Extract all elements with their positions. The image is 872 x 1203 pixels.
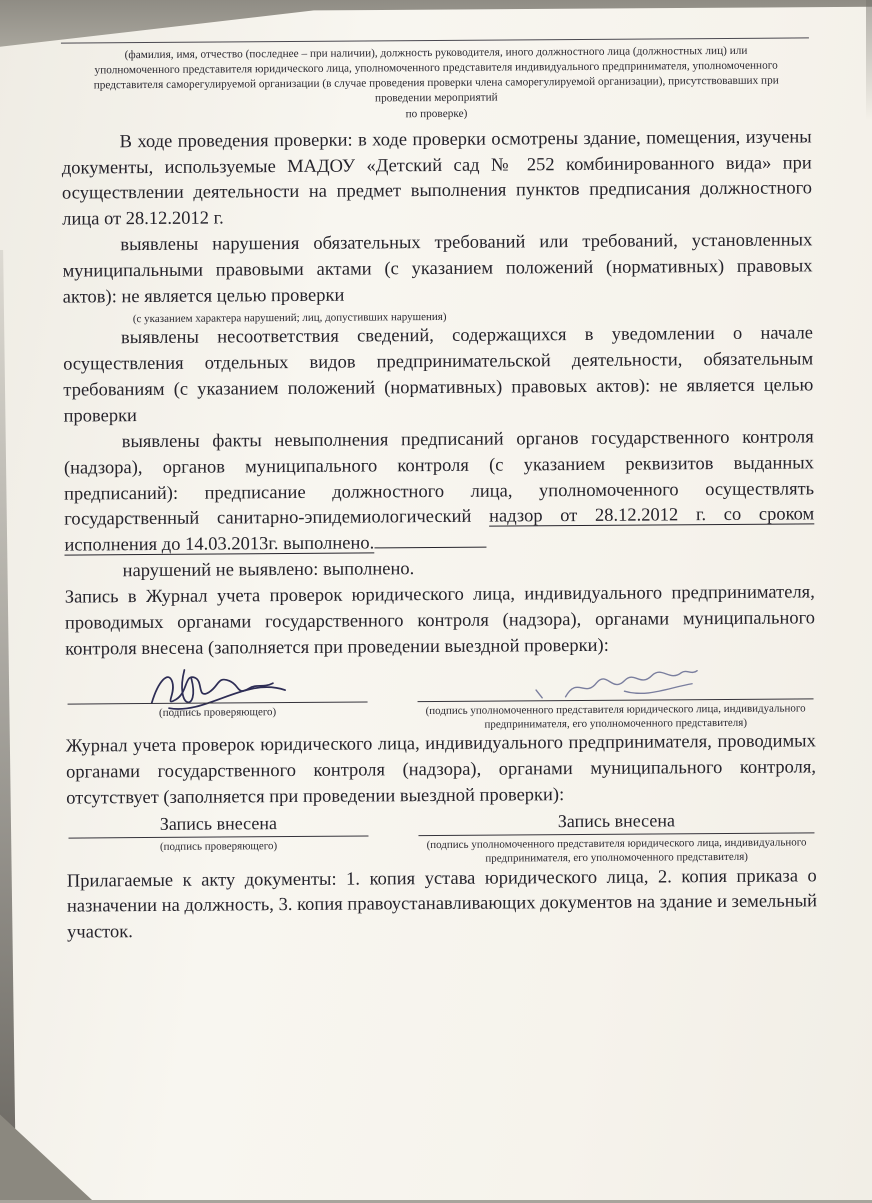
inspector-signature-caption: (подпись проверяющего) — [158, 705, 277, 719]
signature-row-journal — [67, 660, 813, 735]
record-made-label-left: Запись внесена — [159, 813, 278, 834]
paragraph-journal-absent: Журнал учета проверок юридического лица, индивидуального предпринимателя, проводимых органами государственного контроля (надзора), органами муниципального контроля, отсутствует (заполняется при проведении выездной проверки): — [65, 731, 817, 809]
record-caption-left: (подпись проверяющего) — [159, 840, 278, 853]
paragraph-prescription-facts — [64, 425, 815, 560]
record-caption-right: (подпись уполномоченного представителя юридического лица, индивидуального предпринимателя, его уполномоченного представителя) — [426, 836, 807, 865]
record-made-label-right: Запись внесена — [557, 810, 676, 832]
signature-block-inspector — [67, 663, 367, 735]
header-explanatory-note: (фамилия, имя, отчество (последнее – при наличии), должность руководителя, иного должностного лица (должностных лиц) или уполномоченного представителя юридического лица, уполномоченного представителя индивидуального предпринимателя, уполномоченного представителя саморегулируемой организации (в случае проведения проверки члена саморегулируемой организации), присутствовавших при проведении мероприятий — [93, 44, 779, 105]
prescription-facts-underlined: надзор от 28.12.2012 г. со сроком исполнения до 14.03.2013г. выполнено. — [64, 504, 815, 556]
paragraph-attachments: Прилагаемые к акту документы: 1. копия устава юридического лица, 2. копия приказа о назначении на должность, 3. копия правоустанавливающих документов на здание и земельный участок. — [66, 865, 818, 943]
signature-block-representative — [417, 660, 813, 732]
paragraph-inspection-course: В ходе проведения проверки: в ходе проверки осмотрены здание, помещения, изучены документы, используемые МАДОУ «Детский сад № 252 комбинированного вида» при осуществлении деятельности на предмет выполнения пунктов предписания должностного лица от 28.12.2012 г. — [61, 126, 813, 230]
paragraph-journal-entry: Запись в Журнал учета проверок юридического лица, индивидуального предпринимателя, проводимых органами государственного контроля (надзора), органами муниципального контроля внесена (заполняется при проведении выездной проверки): — [64, 582, 816, 660]
representative-signature-caption: (подпись уполномоченного представителя юридического лица, индивидуального предпринимателя, его уполномоченного представителя) — [425, 702, 806, 731]
scan-shadow-right — [866, 0, 872, 120]
record-block-representative — [418, 809, 814, 866]
top-signature-rule — [61, 37, 809, 43]
header-explanatory-note-tail: по проверке) — [405, 107, 468, 120]
paragraph-violations: выявлены нарушения обязательных требований или требований, установленных муниципальными правовыми актами (с указанием положений (нормативных) правовых актов): не является целью проверки — [62, 230, 813, 308]
paragraph-mismatch: выявлены несоответствия сведений, содержащихся в уведомлении о начале осуществления отдельных видов предпринимательской деятельности, обязательным требованиям (с указанием положений (нормативных) правовых актов): не является целью проверки — [63, 323, 814, 427]
handwriting-rule-fill — [374, 535, 486, 549]
paragraph-no-violations: нарушений не выявлено: выполнено. — [122, 559, 415, 582]
prescription-facts-text: выявлены факты невыполнения предписаний органов государственного контроля (надзора), органов муниципального контроля (с указанием реквизитов выданных предписаний): предписание должностного лица, уполномоченного осуществлять государственный санитарно-эпидемиологический — [63, 427, 815, 530]
violations-footnote: (с указанием характера нарушений; лиц, допустивших нарушения) — [132, 310, 447, 325]
record-block-inspector — [68, 812, 368, 869]
signature-row-record — [68, 809, 814, 869]
